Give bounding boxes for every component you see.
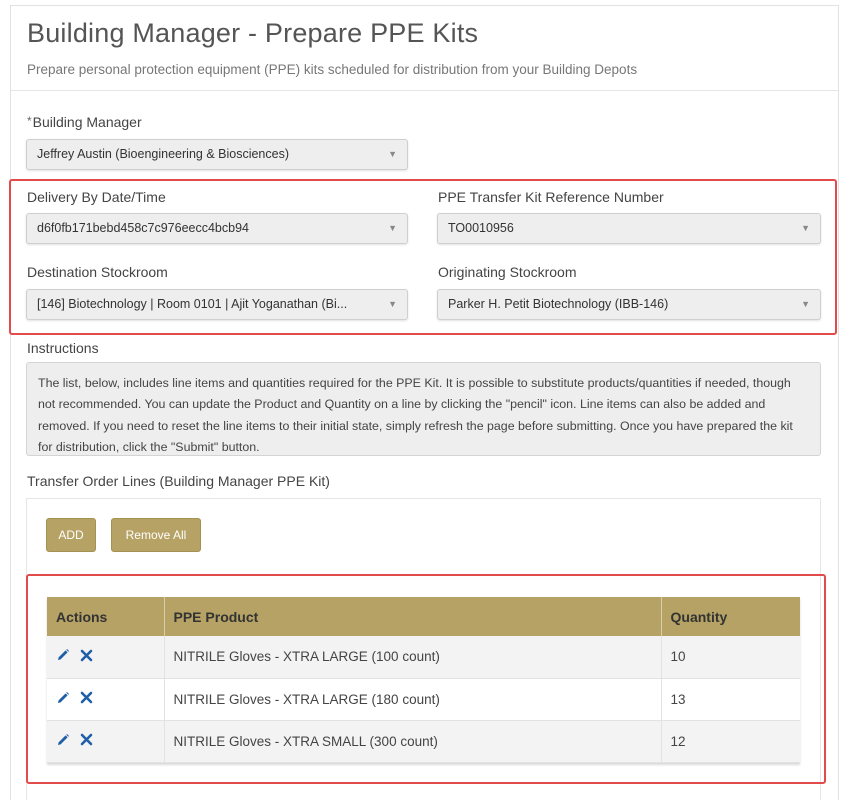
close-icon[interactable] <box>80 733 93 749</box>
table-row <box>47 636 800 678</box>
row-actions <box>47 678 164 720</box>
destination-label: Destination Stockroom <box>27 264 168 280</box>
row-actions <box>47 636 164 678</box>
chevron-down-icon: ▼ <box>388 299 397 309</box>
page-subtitle: Prepare personal protection equipment (PPE) kits scheduled for distribution from your Building Depots <box>27 62 638 77</box>
pencil-icon[interactable] <box>56 733 70 750</box>
destination-stockroom-select[interactable] <box>26 289 408 320</box>
chevron-down-icon: ▼ <box>801 299 810 309</box>
row-product: NITRILE Gloves - XTRA LARGE (180 count) <box>164 678 661 720</box>
transfer-kit-label: PPE Transfer Kit Reference Number <box>438 189 664 205</box>
table-row <box>47 720 800 762</box>
row-quantity: 10 <box>661 636 800 678</box>
building-manager-value: Jeffrey Austin (Bioengineering & Biosciences) <box>37 147 289 161</box>
row-product: NITRILE Gloves - XTRA SMALL (300 count) <box>164 720 661 762</box>
destination-value: [146] Biotechnology | Room 0101 | Ajit Yoganathan (Bi... <box>37 297 348 311</box>
originating-label: Originating Stockroom <box>438 264 577 280</box>
close-icon[interactable] <box>80 691 93 707</box>
instructions-text: The list, below, includes line items and quantities required for the PPE Kit. It is possible to substitute products/quantities if needed, though not recommended. You can update the Product and Quantity on a line by clicking the "pencil" icon. Line items can also be added and removed. If you need to reset the line items to their initial state, simply refresh the page before submitting. Once you have prepared the kit for distribution, click the "Submit" button. <box>26 362 821 456</box>
originating-value: Parker H. Petit Biotechnology (IBB-146) <box>448 297 669 311</box>
transfer-kit-select[interactable] <box>437 213 821 244</box>
chevron-down-icon: ▼ <box>388 149 397 159</box>
building-manager-label: *Building Manager <box>27 114 142 130</box>
transfer-lines-label: Transfer Order Lines (Building Manager PPE Kit) <box>27 473 330 489</box>
pencil-icon[interactable] <box>56 691 70 708</box>
chevron-down-icon: ▼ <box>801 223 810 233</box>
chevron-down-icon: ▼ <box>388 223 397 233</box>
row-quantity: 12 <box>661 720 800 762</box>
table-row <box>47 678 800 720</box>
originating-stockroom-select[interactable] <box>437 289 821 320</box>
column-header-product[interactable]: PPE Product <box>164 597 661 636</box>
transfer-kit-value: TO0010956 <box>448 221 514 235</box>
page-title: Building Manager - Prepare PPE Kits <box>27 18 479 48</box>
instructions-label: Instructions <box>27 340 99 356</box>
required-marker: * <box>27 114 32 128</box>
building-manager-select[interactable] <box>26 139 408 170</box>
remove-all-button[interactable]: Remove All <box>111 518 201 552</box>
row-actions <box>47 720 164 762</box>
delivery-date-select[interactable] <box>26 213 408 244</box>
pencil-icon[interactable] <box>56 648 70 665</box>
add-button[interactable]: ADD <box>46 518 96 552</box>
delivery-value: d6f0fb171bebd458c7c976eecc4bcb94 <box>37 221 249 235</box>
close-icon[interactable] <box>80 649 93 665</box>
row-quantity: 13 <box>661 678 800 720</box>
table-header-row <box>47 597 800 636</box>
row-product: NITRILE Gloves - XTRA LARGE (100 count) <box>164 636 661 678</box>
transfer-lines-table <box>47 597 800 763</box>
header-divider <box>11 90 838 91</box>
column-header-actions[interactable]: Actions <box>47 597 164 636</box>
column-header-quantity[interactable]: Quantity <box>661 597 800 636</box>
delivery-label: Delivery By Date/Time <box>27 189 166 205</box>
